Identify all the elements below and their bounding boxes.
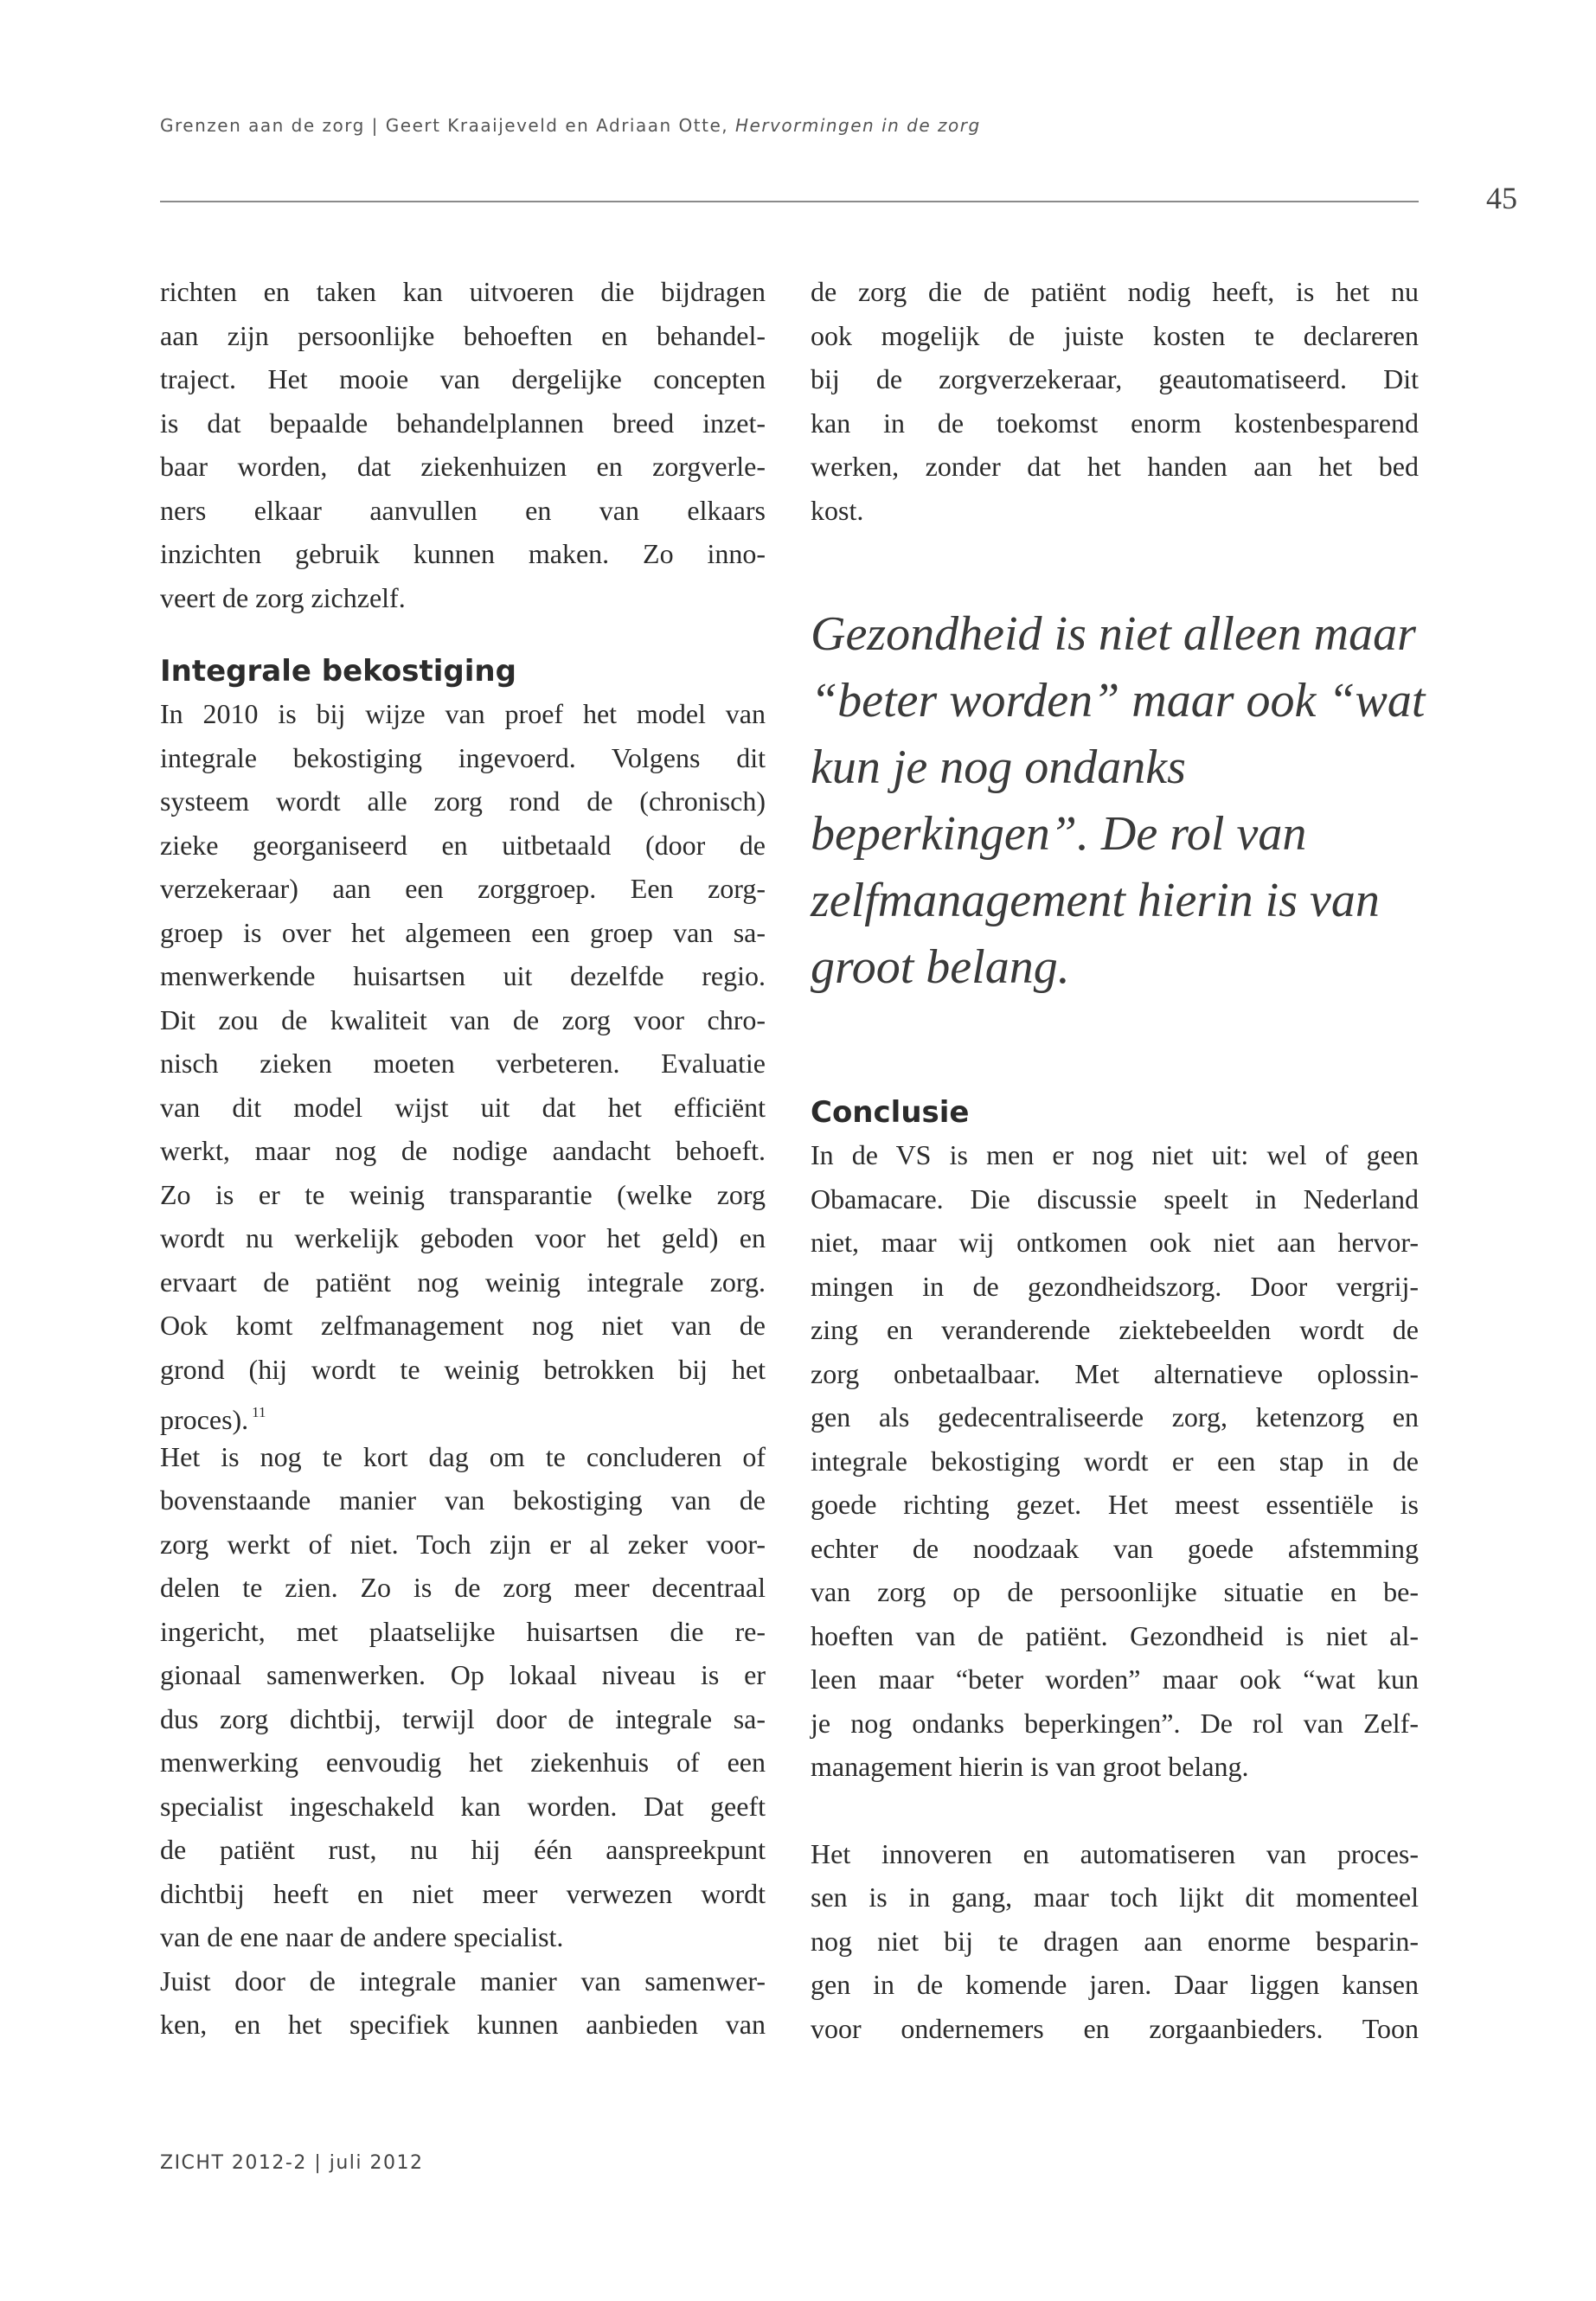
text-line: werken, zonder dat het handen aan het bed bbox=[811, 451, 1419, 482]
text-line: ook mogelijk de juiste kosten te declareren bbox=[811, 319, 1419, 351]
section-heading-conclusie: Conclusie bbox=[811, 1095, 970, 1130]
text-line: veert de zorg zichzelf. bbox=[160, 581, 406, 613]
text-line: zorg werkt of niet. Toch zijn er al zeker voor- bbox=[160, 1528, 766, 1560]
text-line: de zorg die de patiënt nodig heeft, is het nu bbox=[811, 276, 1419, 307]
text-line: is dat bepaalde behandelplannen breed inzet- bbox=[160, 407, 766, 439]
pull-quote-line: kun je nog ondanks bbox=[811, 740, 1186, 794]
text-line: Ook komt zelfmanagement nog niet van de bbox=[160, 1310, 766, 1341]
text-line: delen te zien. Zo is de zorg meer decentraal bbox=[160, 1572, 766, 1603]
text-line: kost. bbox=[811, 494, 864, 526]
page-number: 45 bbox=[1486, 181, 1517, 215]
left-paragraph-2 bbox=[160, 692, 766, 1435]
spacer bbox=[811, 1789, 1419, 1832]
text-line: niet, maar wij ontkomen ook niet aan hervor- bbox=[811, 1227, 1419, 1258]
text-line: zorg onbetaalbaar. Met alternatieve oplossin- bbox=[811, 1357, 1419, 1389]
text-line: richten en taken kan uitvoeren die bijdragen bbox=[160, 276, 766, 307]
text-line: Dit zou de kwaliteit van de zorg voor chro- bbox=[160, 1003, 766, 1035]
text-line: Het innoveren en automatiseren van proces- bbox=[811, 1837, 1419, 1869]
footnote-reference[interactable]: 11 bbox=[252, 1404, 266, 1420]
pull-quote bbox=[811, 601, 1426, 1001]
text-line: van dit model wijst uit dat het efficiënt bbox=[160, 1091, 766, 1123]
text-line: grond (hij wordt te weinig betrokken bij het bbox=[160, 1353, 766, 1385]
text-line: management hierin is van groot belang. bbox=[811, 1751, 1249, 1782]
right-paragraph-2 bbox=[811, 1133, 1419, 1789]
text-line: ervaart de patiënt nog weinig integrale zorg. bbox=[160, 1266, 766, 1298]
text-line: gen in de komende jaren. Daar liggen kansen bbox=[811, 1969, 1419, 2000]
text-line: dichtbij heeft en niet meer verwezen wordt bbox=[160, 1877, 766, 1909]
left-paragraph-3 bbox=[160, 1435, 766, 1959]
text-line: systeem wordt alle zorg rond de (chronisch) bbox=[160, 785, 766, 817]
text-line: leen maar “beter worden” maar ook “wat kun bbox=[811, 1663, 1419, 1695]
text-fragment: proces). bbox=[160, 1404, 249, 1435]
right-paragraph-3 bbox=[811, 1832, 1419, 2051]
article-authors: Geert Kraaijeveld en Adriaan Otte, bbox=[385, 115, 729, 136]
text-line bbox=[160, 1391, 766, 1435]
text-line: dus zorg dichtbij, terwijl door de integrale sa- bbox=[160, 1702, 766, 1734]
text-line: zing en veranderende ziektebeelden wordt de bbox=[811, 1314, 1419, 1345]
text-line: kan in de toekomst enorm kostenbesparend bbox=[811, 407, 1419, 439]
text-line: werkt, maar nog de nodige aandacht behoeft. bbox=[160, 1135, 766, 1166]
pull-quote-line: groot belang. bbox=[811, 940, 1070, 994]
text-line: ners elkaar aanvullen en van elkaars bbox=[160, 494, 766, 526]
text-line: sen is in gang, maar toch lijkt dit momenteel bbox=[811, 1881, 1419, 1913]
text-line: aan zijn persoonlijke behoeften en behandel- bbox=[160, 319, 766, 351]
text-line: Zo is er te weinig transparantie (welke zorg bbox=[160, 1178, 766, 1210]
text-line: hoeften van de patiënt. Gezondheid is niet al- bbox=[811, 1619, 1419, 1651]
header-rule bbox=[160, 201, 1419, 202]
spacer bbox=[811, 1001, 1419, 1092]
text-line: echter de noodzaak van goede afstemming bbox=[811, 1532, 1419, 1564]
pull-quote-line: Gezondheid is niet alleen maar bbox=[811, 607, 1416, 661]
text-line: mingen in de gezondheidszorg. Door vergrij- bbox=[811, 1270, 1419, 1302]
text-line: In 2010 is bij wijze van proef het model van bbox=[160, 698, 766, 729]
pull-quote-line: zelfmanagement hierin is van bbox=[811, 874, 1380, 927]
text-line: integrale bekostiging wordt er een stap in de bbox=[811, 1445, 1419, 1477]
text-line: van zorg op de persoonlijke situatie en be- bbox=[811, 1576, 1419, 1607]
text-line: specialist ingeschakeld kan worden. Dat geeft bbox=[160, 1790, 766, 1822]
text-line: Juist door de integrale manier van samenwer- bbox=[160, 1965, 766, 1997]
running-header bbox=[160, 115, 981, 136]
text-line: baar worden, dat ziekenhuizen en zorgverle- bbox=[160, 451, 766, 482]
left-column bbox=[160, 270, 766, 2047]
pull-quote-line: beperkingen”. De rol van bbox=[811, 807, 1307, 861]
text-line: In de VS is men er nog niet uit: wel of geen bbox=[811, 1139, 1419, 1170]
text-line: ingericht, met plaatselijke huisartsen die re- bbox=[160, 1615, 766, 1647]
text-line: bovenstaande manier van bekostiging van de bbox=[160, 1484, 766, 1516]
text-line: nisch zieken moeten verbeteren. Evaluatie bbox=[160, 1048, 766, 1079]
text-line: de patiënt rust, nu hij één aanspreekpunt bbox=[160, 1834, 766, 1865]
left-paragraph-1 bbox=[160, 270, 766, 619]
text-line: ken, en het specifiek kunnen aanbieden van bbox=[160, 2009, 766, 2040]
text-line: integrale bekostiging ingevoerd. Volgens dit bbox=[160, 741, 766, 773]
text-line: inzichten gebruik kunnen maken. Zo inno- bbox=[160, 538, 766, 569]
text-line: menwerking eenvoudig het ziekenhuis of een bbox=[160, 1747, 766, 1778]
header-separator: | bbox=[371, 115, 379, 136]
text-line: voor ondernemers en zorgaanbieders. Toon bbox=[811, 2012, 1419, 2044]
right-paragraph-1 bbox=[811, 270, 1419, 532]
text-line: nog niet bij te dragen aan enorme besparin- bbox=[811, 1925, 1419, 1957]
text-line: zieke georganiseerd en uitbetaald (door de bbox=[160, 829, 766, 861]
journal-section: Grenzen aan de zorg bbox=[160, 115, 365, 136]
section-heading-integrale-bekostiging: Integrale bekostiging bbox=[160, 654, 516, 689]
text-line: gen als gedecentraliseerde zorg, ketenzorg en bbox=[811, 1401, 1419, 1433]
text-line: verzekeraar) aan een zorggroep. Een zorg- bbox=[160, 873, 766, 904]
pull-quote-line: “beter worden” maar ook “wat bbox=[811, 674, 1426, 727]
text-line: Het is nog te kort dag om te concluderen of bbox=[160, 1440, 766, 1472]
left-paragraph-4 bbox=[160, 1959, 766, 2047]
article-title: Hervormingen in de zorg bbox=[734, 115, 981, 136]
page-footer: ZICHT 2012-2 | juli 2012 bbox=[160, 2152, 424, 2174]
text-line: wordt nu werkelijk geboden voor het geld) en bbox=[160, 1222, 766, 1253]
text-line: je nog ondanks beperkingen”. De rol van Zelf- bbox=[811, 1707, 1419, 1739]
text-line: groep is over het algemeen een groep van sa- bbox=[160, 916, 766, 948]
text-line: menwerkende huisartsen uit dezelfde regio. bbox=[160, 960, 766, 991]
text-line: traject. Het mooie van dergelijke concepten bbox=[160, 363, 766, 394]
text-line: Obamacare. Die discussie speelt in Nederland bbox=[811, 1183, 1419, 1215]
text-line: gionaal samenwerken. Op lokaal niveau is er bbox=[160, 1659, 766, 1690]
text-line: bij de zorgverzekeraar, geautomatiseerd. Dit bbox=[811, 363, 1419, 394]
text-line: goede richting gezet. Het meest essentiële is bbox=[811, 1489, 1419, 1520]
text-line: van de ene naar de andere specialist. bbox=[160, 1921, 564, 1952]
right-column bbox=[811, 270, 1426, 2050]
